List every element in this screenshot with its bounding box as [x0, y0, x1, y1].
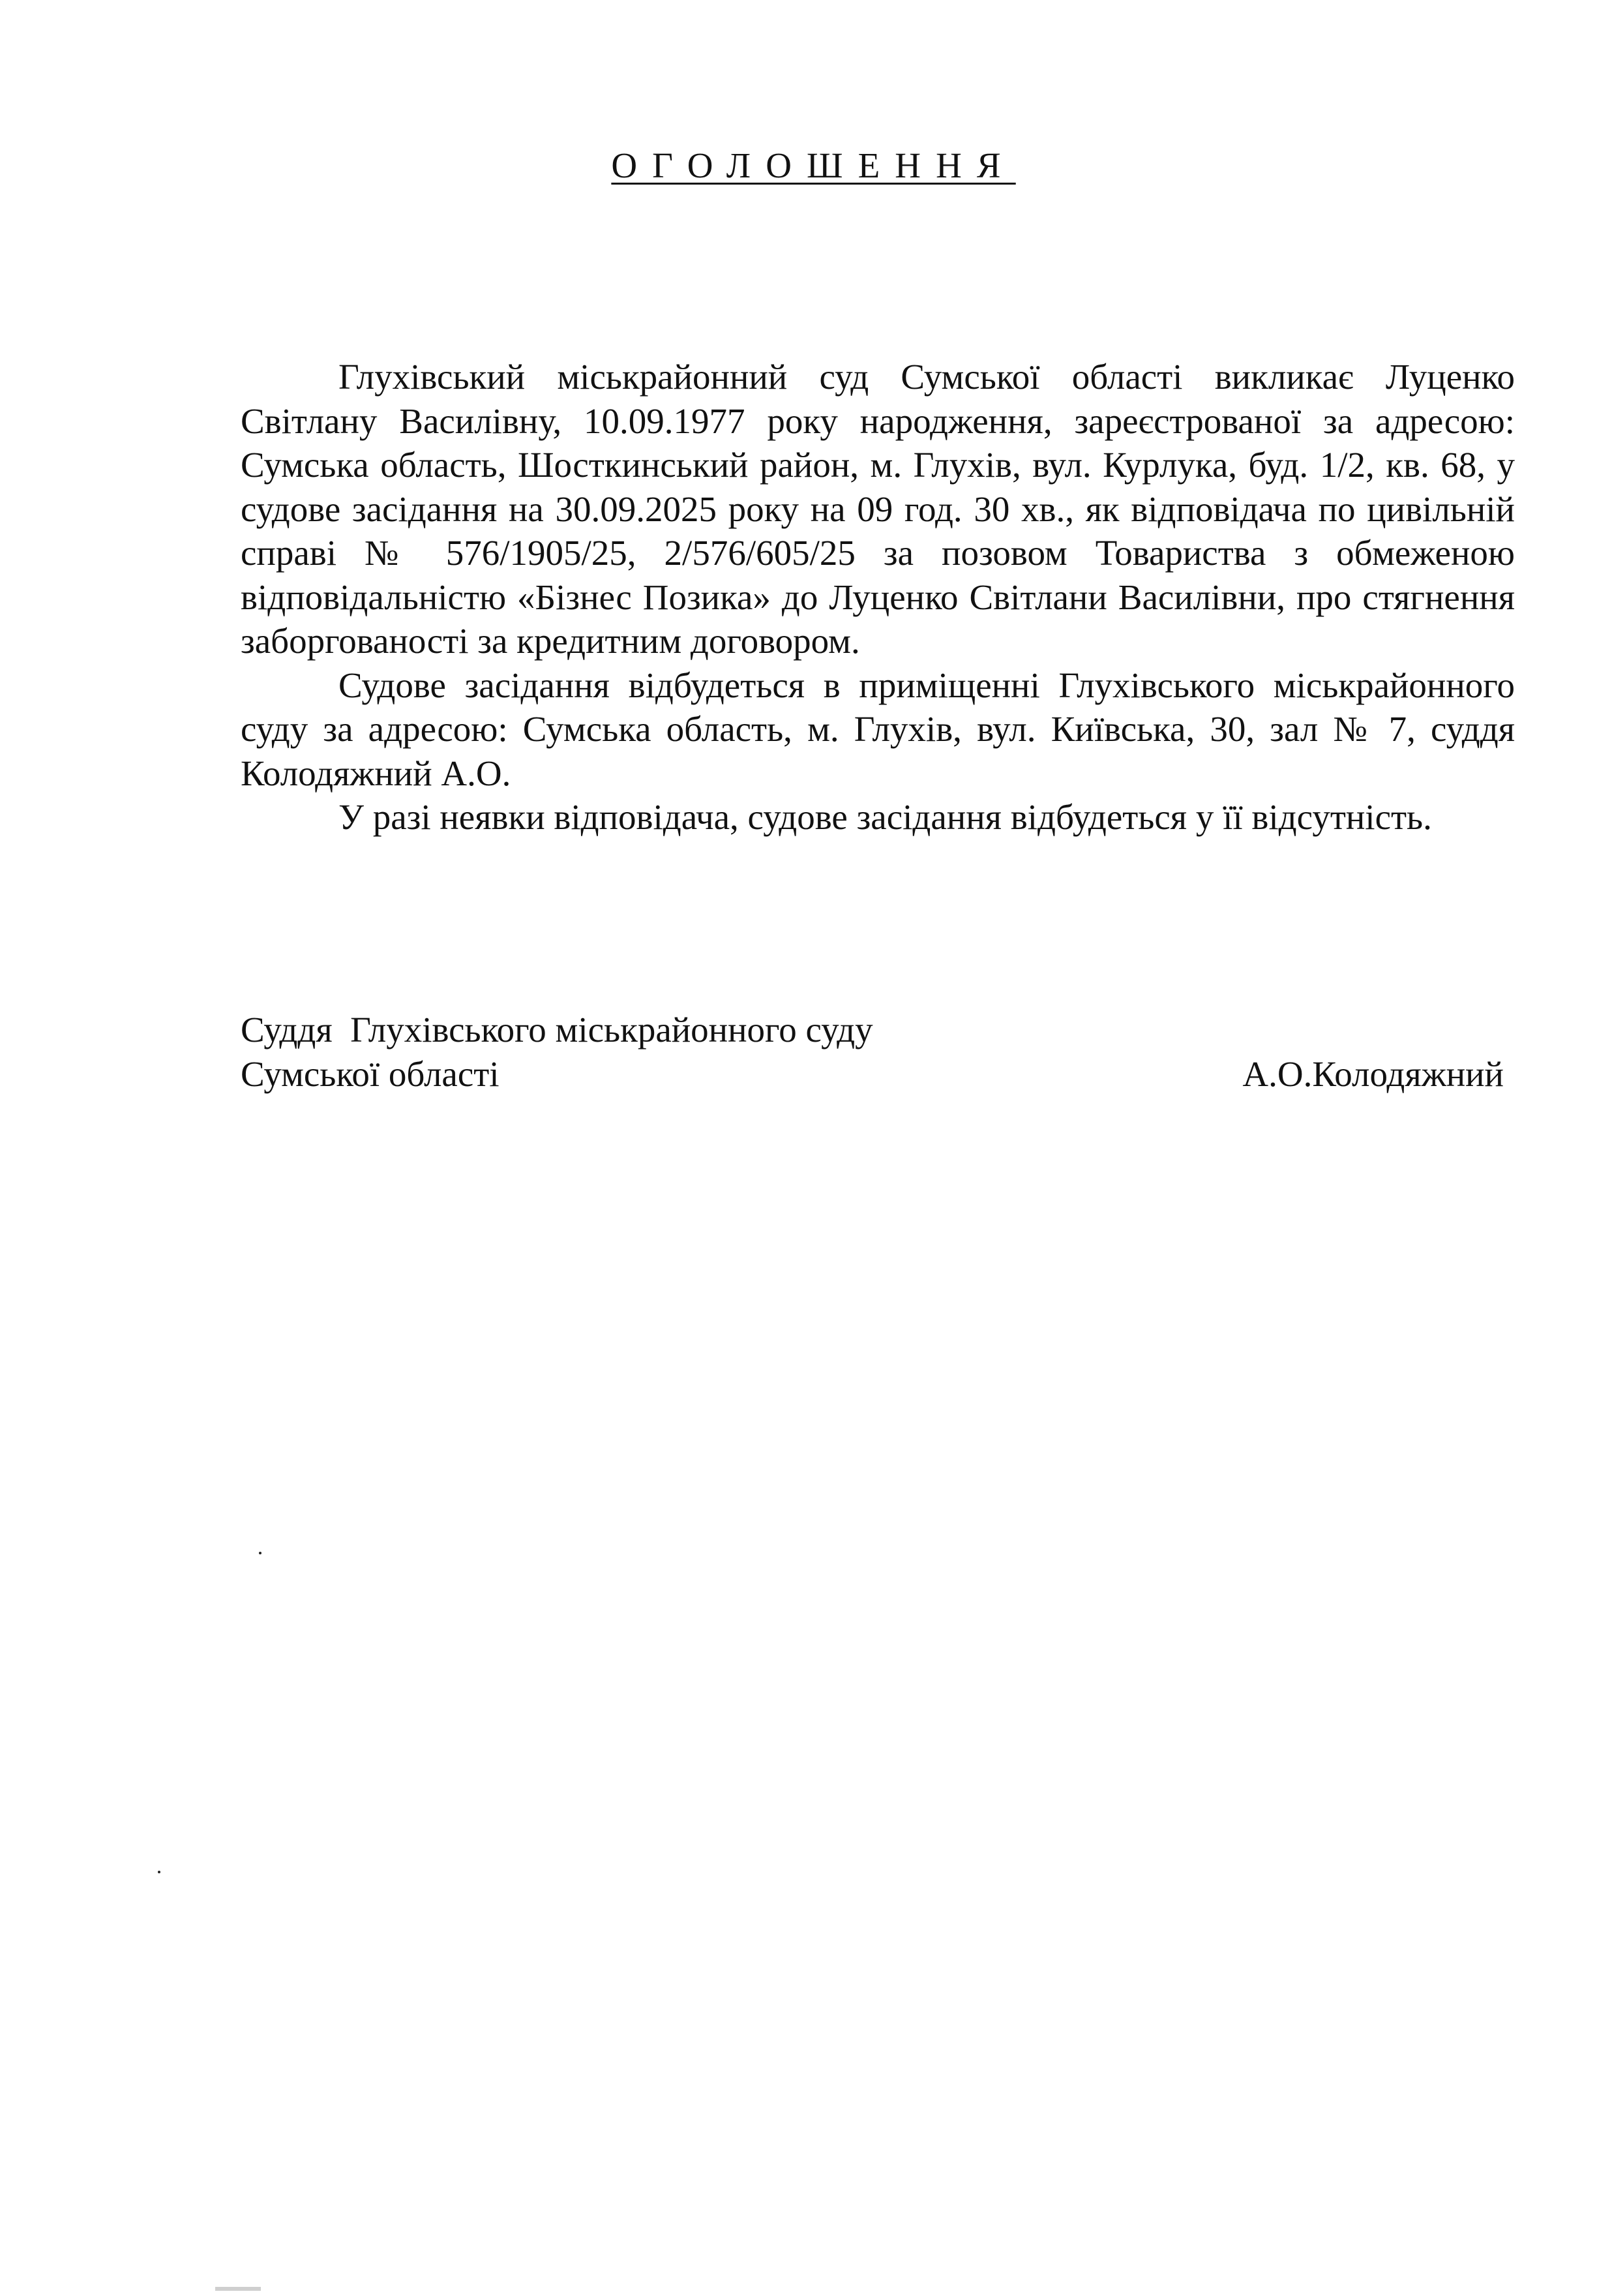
paragraph-summons: Глухівський міськрайонний суд Сумської області викликає Луценко Світлану Василівну, 10.09.1977 року народження, зареєстрованої за адресою: Сумська область, Шосткинський район, м. Глухів, вул. Курлука, буд. 1/2, кв. 68, у судове засідання на 30.09.2025 року на 09 год. 30 хв., як відповідача по цивільній справі № 576/1905/25, 2/576/605/25 за позовом Товариства з обмеженою відповідальністю «Бізнес Позика» до Луценко Світлани Василівни, про стягнення заборгованості за кредитним договором. — [241, 357, 1515, 661]
announcement-body — [241, 355, 1515, 839]
scan-edge-mark — [215, 2287, 261, 2291]
page-title: ОГОЛОШЕННЯ — [611, 145, 1016, 185]
paragraph-absence-notice: У разі неявки відповідача, судове засідання відбудеться у її відсутність. — [338, 797, 1432, 837]
signature-name: А.О.Колодяжний — [1242, 1054, 1504, 1094]
signature-position-line2: Сумської області — [241, 1054, 500, 1094]
scan-speck — [158, 1871, 160, 1873]
scan-speck — [259, 1552, 261, 1554]
signature-block — [241, 1008, 1504, 1096]
signature-position-line1: Суддя Глухівського міськрайонного суду — [241, 1010, 873, 1050]
paragraph-venue: Судове засідання відбудеться в приміщенні Глухівського міськрайонного суду за адресою: Сумська область, м. Глухів, вул. Київська, 30, зал № 7, суддя Колодяжний А.О. — [241, 665, 1515, 793]
